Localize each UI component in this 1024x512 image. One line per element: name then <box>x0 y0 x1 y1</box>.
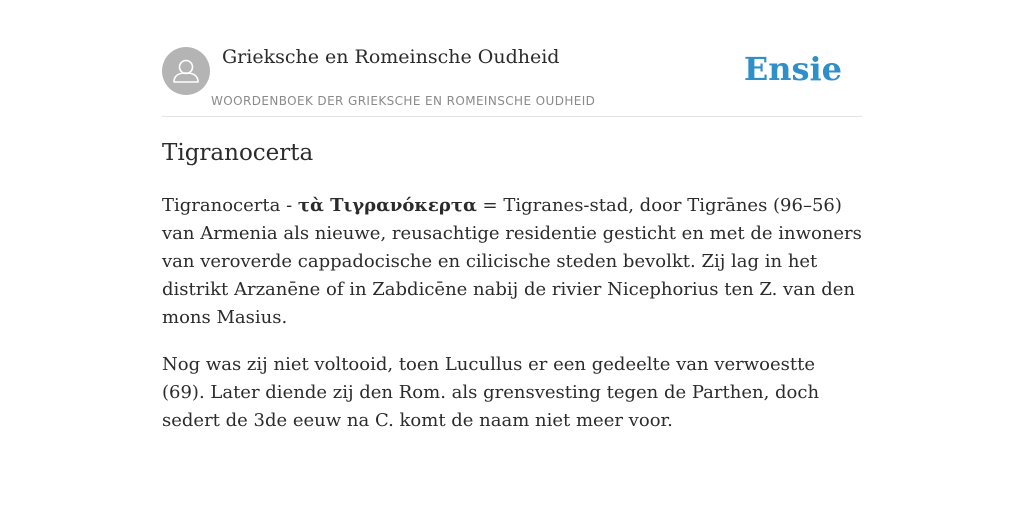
page-header <box>162 38 862 117</box>
page-title: Tigranocerta <box>162 140 314 166</box>
article-body <box>162 192 862 454</box>
author-name[interactable]: Grieksche en Romeinsche Oudheid <box>222 46 560 68</box>
greek-term: τὰ Τιγρανόκερτα <box>297 195 477 216</box>
article-paragraph <box>162 192 862 332</box>
author-avatar[interactable] <box>162 47 210 95</box>
user-avatar-icon <box>162 47 210 95</box>
term-separator: - <box>280 195 298 216</box>
definition-text: = Tigranes-stad, door Tigrānes (96–56) van Armenia als nieuwe, reusachtige residentie gesticht en met de inwoners van veroverde cappadocische en cilicische steden bevolkt. Zij lag in het distrikt Arzanēne of in Zabdicēne nabij de rivier Nicephorius ten Z. van den mons Masius. <box>162 195 862 328</box>
entry-term: Tigranocerta <box>162 195 281 216</box>
ensie-logo[interactable]: Ensie <box>743 50 842 88</box>
article-paragraph: Nog was zij niet voltooid, toen Lucullus er een gedeelte van verwoestte (69). Later diende zij den Rom. als grensvesting tegen de Parthen, doch sedert de 3de eeuw na C. komt de naam niet meer voor. <box>162 354 820 431</box>
source-dictionary-name[interactable]: WOORDENBOEK DER GRIEKSCHE EN ROMEINSCHE OUDHEID <box>211 94 596 108</box>
